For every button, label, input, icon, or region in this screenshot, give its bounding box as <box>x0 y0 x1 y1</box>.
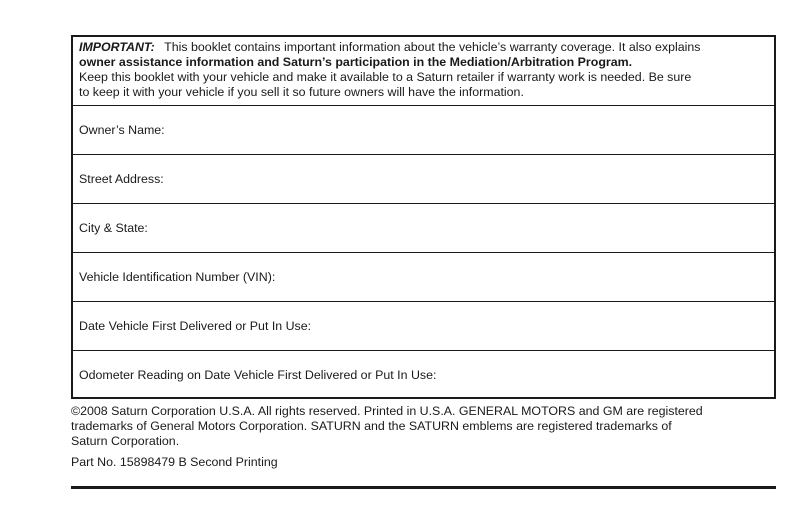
copyright-line-2: trademarks of General Motors Corporation. SATURN and the SATURN emblems are registered trademarks of <box>71 419 672 433</box>
notice-line-2: owner assistance information and Saturn’s participation in the Mediation/Arbitration Program. <box>79 55 633 69</box>
copyright-notice <box>71 404 791 449</box>
street-address-field[interactable] <box>73 154 774 203</box>
part-number: Part No. 15898479 B Second Printing <box>71 455 278 469</box>
notice-line-4: to keep it with your vehicle if you sell it so future owners will have the information. <box>79 85 524 99</box>
field-label: Owner’s Name: <box>79 123 165 137</box>
notice-text: This booklet contains important information about the vehicle’s warranty coverage. It also explains <box>164 40 701 54</box>
field-label: Odometer Reading on Date Vehicle First Delivered or Put In Use: <box>79 367 437 382</box>
field-label: Date Vehicle First Delivered or Put In Use: <box>79 319 312 333</box>
notice-label: IMPORTANT: <box>79 40 155 54</box>
field-label: Vehicle Identification Number (VIN): <box>79 270 276 284</box>
owner-name-field[interactable] <box>73 105 774 154</box>
owner-info-form <box>71 35 776 399</box>
field-label: City & State: <box>79 221 148 235</box>
important-notice <box>73 37 774 105</box>
field-label: Street Address: <box>79 172 164 186</box>
city-state-field[interactable] <box>73 203 774 252</box>
bottom-divider <box>71 486 776 489</box>
delivery-date-field[interactable] <box>73 301 774 350</box>
notice-line-1 <box>79 40 762 55</box>
vin-field[interactable] <box>73 252 774 301</box>
copyright-line-3: Saturn Corporation. <box>71 434 180 448</box>
notice-line-3: Keep this booklet with your vehicle and make it available to a Saturn retailer if warranty work is needed. Be sure <box>79 70 692 84</box>
copyright-line-1: ©2008 Saturn Corporation U.S.A. All rights reserved. Printed in U.S.A. GENERAL MOTORS and GM are registered <box>71 404 703 418</box>
odometer-reading-field[interactable] <box>73 350 774 398</box>
